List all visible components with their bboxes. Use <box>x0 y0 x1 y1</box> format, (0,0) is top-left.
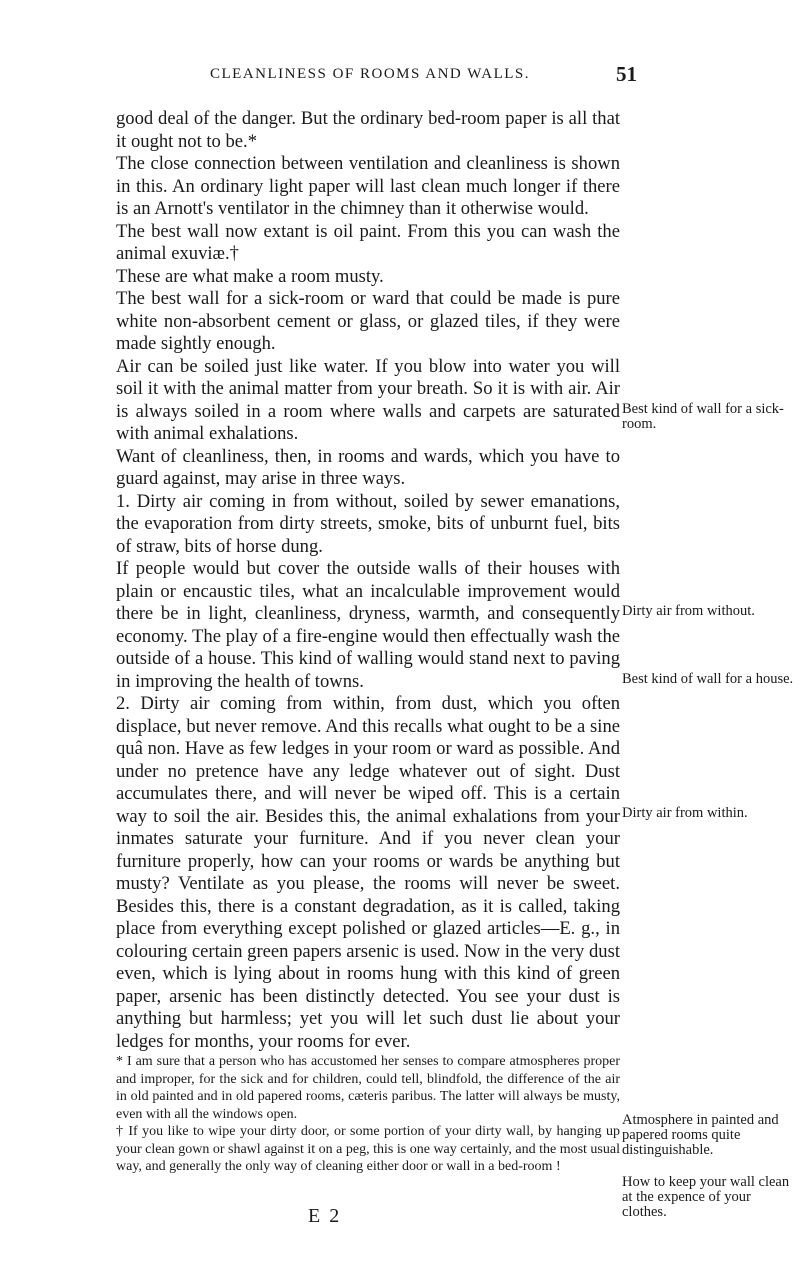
paragraph: good deal of the danger. But the ordinary bed-room paper is all that it ought not to be.* <box>116 108 620 152</box>
page-number: 51 <box>616 62 637 86</box>
paragraph: Want of cleanliness, then, in rooms and wards, which you have to guard against, may arise in three ways. <box>116 445 620 489</box>
signature-mark: E 2 <box>308 1205 342 1227</box>
main-text <box>116 108 620 1176</box>
paragraph: If people would but cover the outside walls of their houses with plain or encaustic tiles, what an incalculable improvement would there be in light, cleanliness, dryness, warmth, and consequently economy. The play of a fire-engine would then effectually wash the outside of a house. This kind of walling would stand next to paving in improving the health of towns. <box>116 558 620 692</box>
paragraph: The best wall now extant is oil paint. From this you can wash the animal exuviæ.† <box>116 220 620 264</box>
margin-note: Dirty air from within. <box>622 805 748 821</box>
footnote: † If you like to wipe your dirty door, or some portion of your dirty wall, by hanging up your clean gown or shawl against it on a peg, this is one way certainly, and the most usual way, and generally the only way of cleaning either door or wall in a bed-room ! <box>116 1124 620 1174</box>
footnote: * I am sure that a person who has accustomed her senses to compare atmospheres proper and improper, for the sick and for children, could tell, blindfold, the difference of the air in old painted and in old papered rooms, cæteris paribus. The latter will always be musty, even with all the windows open. <box>116 1054 620 1122</box>
running-title: CLEANLINESS OF ROOMS AND WALLS. <box>209 66 530 82</box>
margin-note: Dirty air from without. <box>622 603 755 619</box>
paragraph: 1. Dirty air coming in from without, soiled by sewer emanations, the evaporation from dirty streets, smoke, bits of unburnt fuel, bits of straw, bits of horse dung. <box>116 490 620 557</box>
margin-note: Best kind of wall for a house. <box>622 671 794 687</box>
margin-note: How to keep your wall clean at the expence of your clothes. <box>622 1174 790 1220</box>
paragraph: 2. Dirty air coming from within, from dust, which you often displace, but never remove. And this recalls what ought to be a sine quâ non. Have as few ledges in your room or ward as possible. And under no pretence have any ledge whatever out of sight. Dust accumulates there, and will never be wiped off. This is a certain way to soil the air. Besides this, the animal exhalations from your inmates saturate your furniture. And if you never clean your furniture properly, how can your rooms or wards be anything but musty? Ventilate as you please, the rooms will never be sweet. Besides this, there is a constant degradation, as it is called, taking place from everything except polished or glazed articles—E. g., in colouring certain green papers arsenic is used. Now in the very dust even, which is lying about in rooms hung with this kind of green paper, arsenic has been distinctly detected. You see your dust is anything but harmless; yet you will let such dust lie about your ledges for months, your rooms for ever. <box>116 693 620 1052</box>
paragraph: These are what make a room musty. <box>116 265 384 287</box>
paragraph: The best wall for a sick-room or ward that could be made is pure white non-absorbent cement or glass, or glazed tiles, if they were made sightly enough. <box>116 288 620 354</box>
margin-note: Atmosphere in painted and papered rooms quite distinguishable. <box>622 1112 779 1158</box>
margin-note: Best kind of wall for a sick-room. <box>622 401 784 432</box>
paragraph: The close connection between ventilation and cleanliness is shown in this. An ordinary light paper will last clean much longer if there is an Arnott's ventilator in the chimney than it otherwise would. <box>116 153 620 219</box>
paragraph: Air can be soiled just like water. If you blow into water you will soil it with the animal matter from your breath. So it is with air. Air is always soiled in a room where walls and carpets are saturated with animal exhalations. <box>116 355 620 444</box>
